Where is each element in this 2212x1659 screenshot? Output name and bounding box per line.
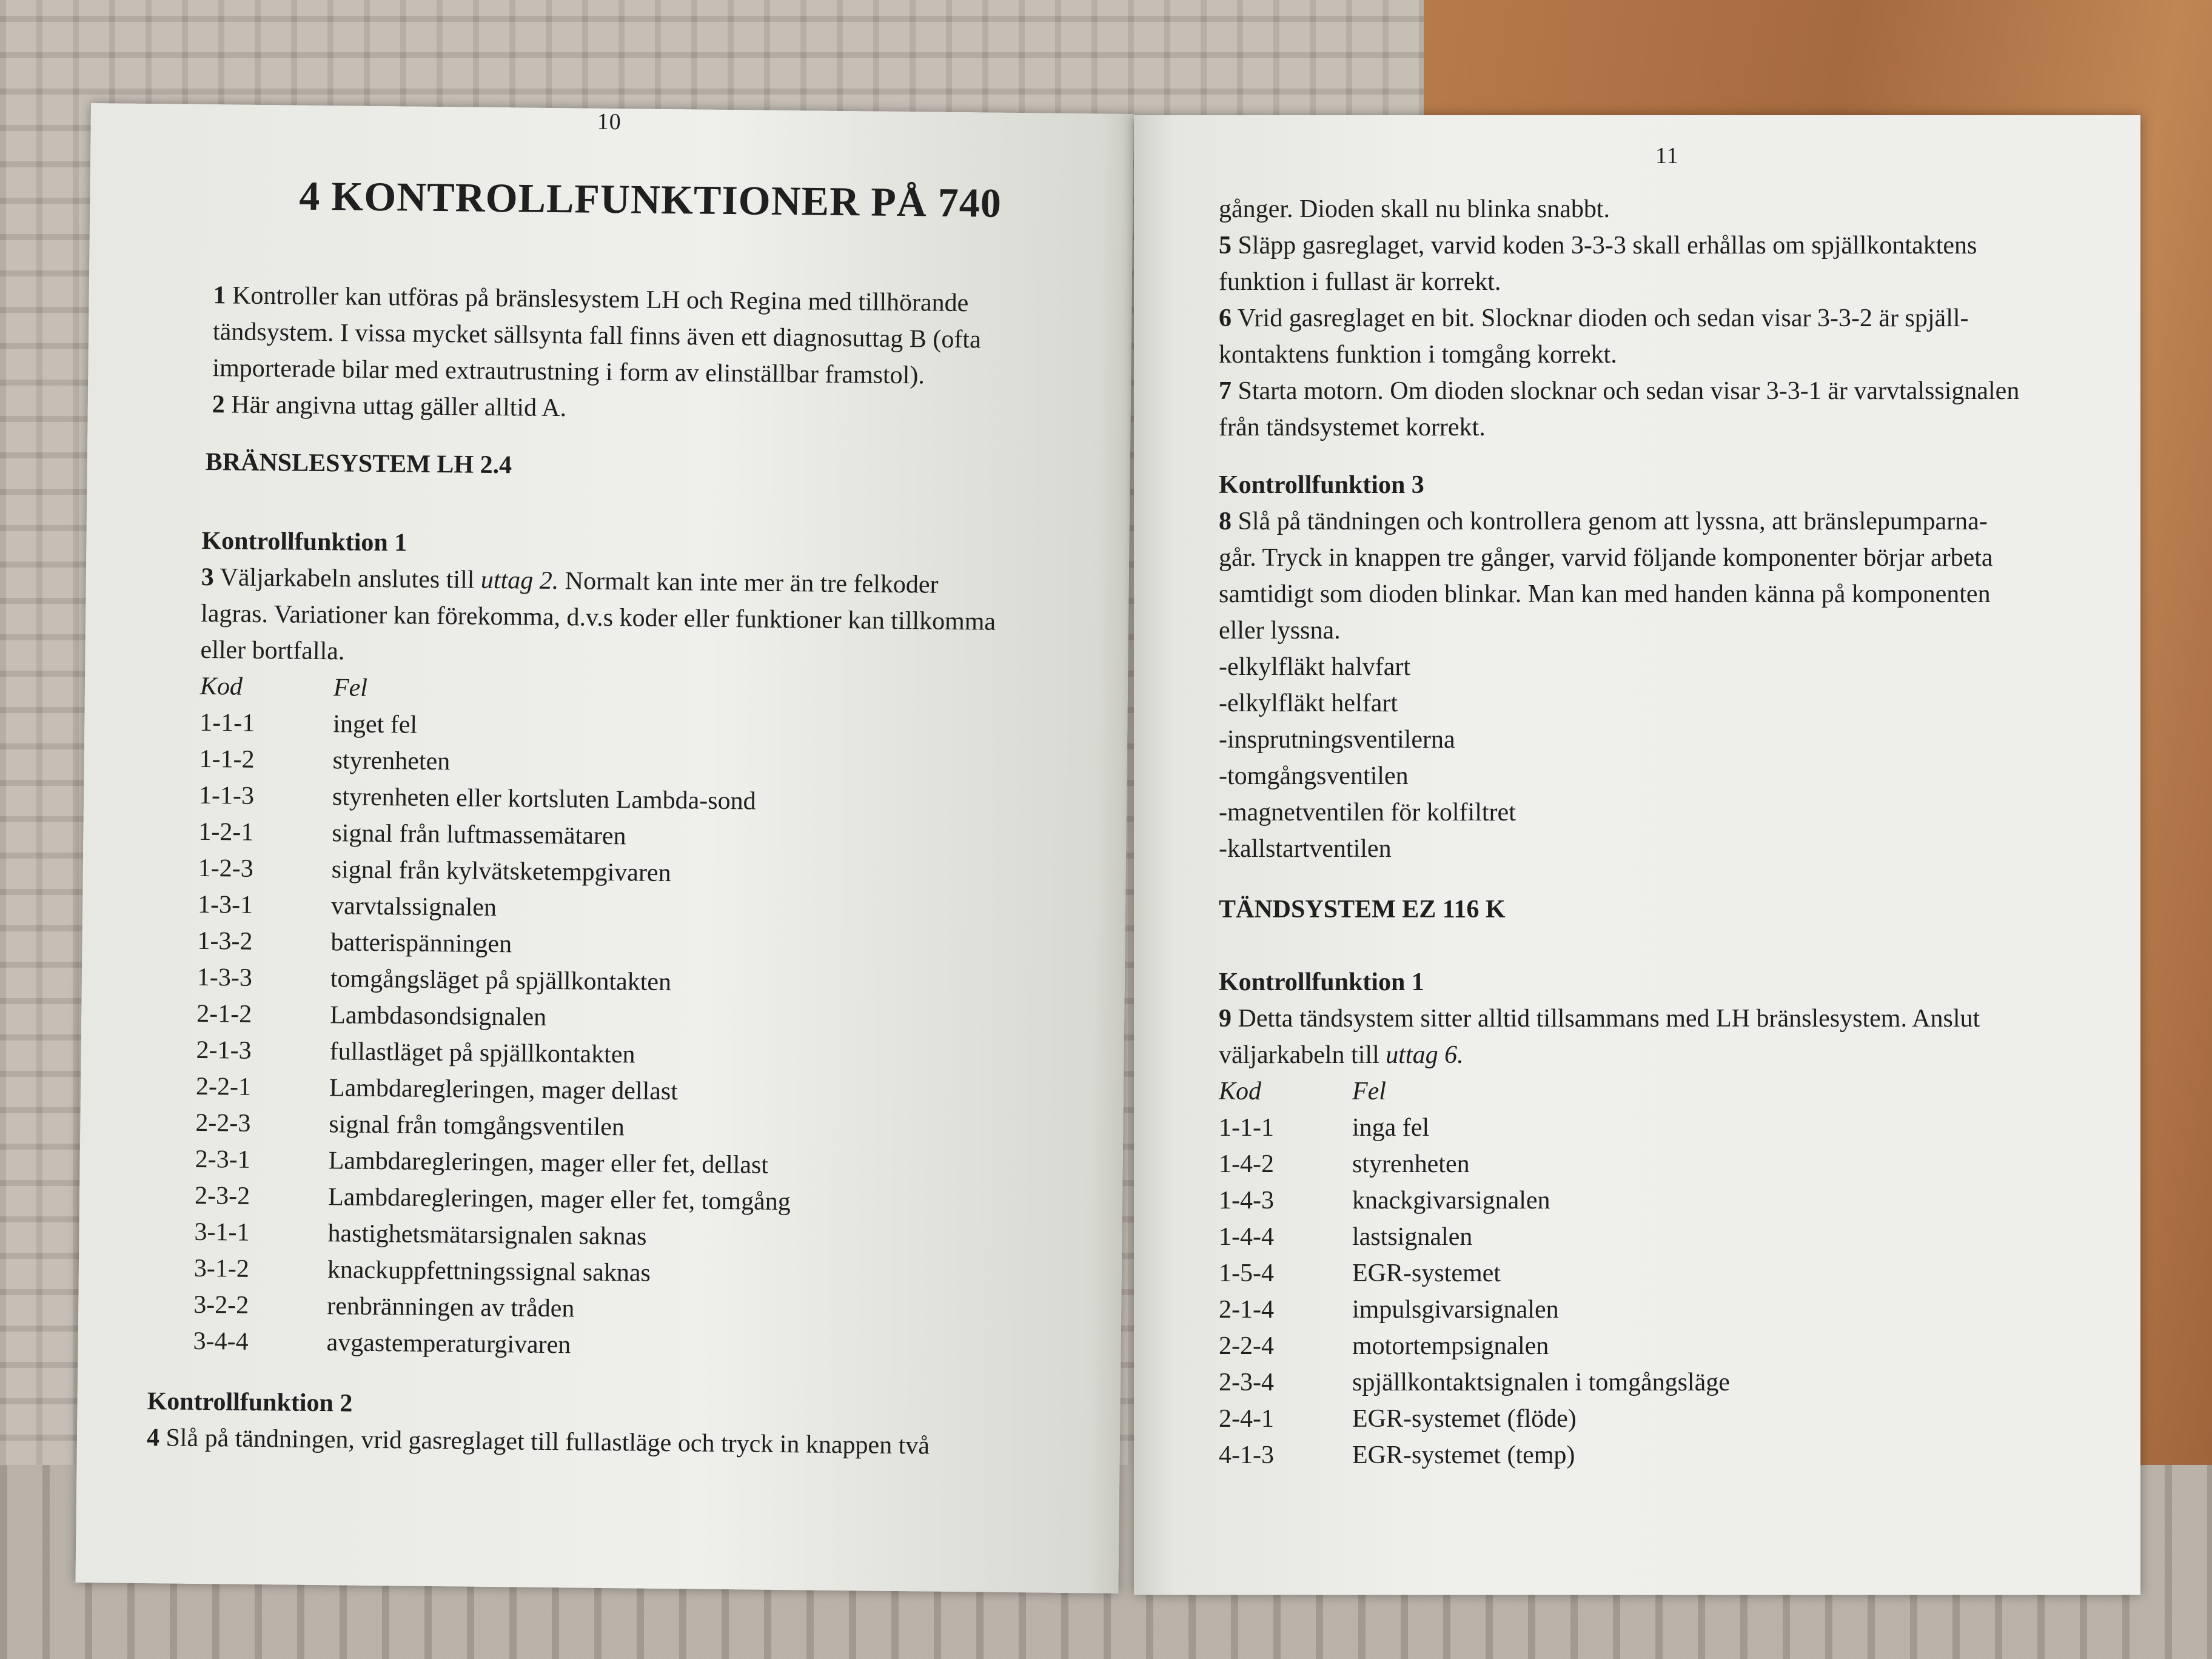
- table-row: 4-1-3 EGR-systemet (temp): [1219, 1441, 1575, 1469]
- table-row: 2-1-3 fullastläget på spjällkontakten: [196, 1036, 635, 1069]
- intro-paragraphs: 1 Kontroller kan utföras på bränslesystem LH och Regina med tillhörande tändsystem. I vissa mycket sällsynta fall finns även ett diagnosuttag B (ofta importerade bilar med extrautrustning i form av elinställbar framstol). 2 Här angivna uttag gäller alltid A.: [212, 277, 981, 431]
- list-item: -kallstartventilen: [1219, 835, 1392, 863]
- right-page: [1134, 115, 2140, 1595]
- table-row: 1-4-3 knackgivarsignalen: [1219, 1187, 1550, 1215]
- col-kod: Kod: [199, 672, 243, 701]
- intro-item-1: 1 Kontroller kan utföras på bränslesystem LH och Regina med tillhörande: [213, 281, 969, 318]
- page-number-right: 11: [1655, 143, 1679, 169]
- table-row: 2-2-1 Lambdaregleringen, mager dellast: [195, 1072, 679, 1106]
- table-row: 3-1-2 knackuppfettningssignal saknas: [193, 1254, 651, 1287]
- table-row: 1-3-1 varvtalssignalen: [197, 890, 497, 922]
- table-row: 3-1-1 hastighetsmätarsignalen saknas: [194, 1218, 647, 1251]
- kf1-heading: Kontrollfunktion 1: [201, 526, 407, 557]
- table-row: 2-3-1 Lambdaregleringen, mager eller fet, dellast: [195, 1145, 769, 1179]
- page-number-left: 10: [597, 109, 622, 135]
- section-heading-ez: TÄNDSYSTEM EZ 116 K: [1219, 896, 1506, 923]
- table-row: 3-2-2 renbränningen av tråden: [193, 1290, 575, 1323]
- kf3-heading: Kontrollfunktion 3: [1219, 471, 1424, 499]
- table-row: 1-3-3 tomgångsläget på spjällkontakten: [196, 963, 672, 997]
- ez-kf1-heading: Kontrollfunktion 1: [1219, 968, 1424, 996]
- ez-kontrollfunktion-1: Kontrollfunktion 1 9 Detta tändsystem sitter alltid tillsammans med LH bränslesystem. Anslut väljarkabeln till uttag 6. Kod Fel 1-1-1 inga fel 1-4-2 styrenheten 1-4-3 knackgivarsignalen 1-4-4 lastsignalen 1-5-4 EGR-systemet 2-1-4 impulsgivarsignalen 2-2-4 motortempsignalen 2-3-4 spjällkontaktsignalen i tomgångsläge 2-4-1 EGR-systemet (flöde) 4-1-3 EGR-systemet (temp): [1219, 964, 1980, 1473]
- list-item: -tomgångsventilen: [1219, 762, 1409, 790]
- table-row: 2-4-1 EGR-systemet (flöde): [1219, 1405, 1577, 1433]
- section-heading-lh: BRÄNSLESYSTEM LH 2.4: [205, 448, 512, 480]
- table-row: 2-2-4 motortempsignalen: [1219, 1332, 1549, 1360]
- table-row: 2-3-4 spjällkontaktsignalen i tomgångsläge: [1219, 1369, 1730, 1396]
- intro-item-2: 2 Här angivna uttag gäller alltid A.: [212, 390, 567, 423]
- table-row: 2-1-4 impulsgivarsignalen: [1219, 1296, 1559, 1324]
- list-item: -insprutningsventilerna: [1219, 726, 1455, 754]
- list-item: -elkylfläkt helfart: [1219, 689, 1398, 717]
- kf2-heading: Kontrollfunktion 2: [147, 1387, 353, 1418]
- table-row: 2-3-2 Lambdaregleringen, mager eller fet, tomgång: [194, 1181, 791, 1216]
- table-row: 1-1-2 styrenheten: [199, 745, 451, 776]
- table-row: 1-3-2 batterispänningen: [197, 927, 512, 959]
- table-row: 1-1-1 inga fel: [1219, 1114, 1430, 1142]
- table-row: 2-1-2 Lambdasondsignalen: [196, 999, 547, 1031]
- table-row: 1-4-2 styrenheten: [1219, 1150, 1470, 1178]
- list-item: -elkylfläkt halvfart: [1219, 653, 1411, 681]
- table-row: 1-4-4 lastsignalen: [1219, 1223, 1473, 1251]
- ez-fault-code-table: [1219, 1073, 1730, 1473]
- table-row: 1-2-3 signal från kylvätsketempgivaren: [198, 854, 671, 888]
- kontrollfunktion-2: Kontrollfunktion 2 4 Slå på tändningen, vrid gasreglaget till fullastläge och tryck in knappen två: [147, 1383, 930, 1464]
- col-fel: Fel: [1352, 1078, 1386, 1105]
- table-row: 1-2-1 signal från luftmassemätaren: [198, 817, 626, 851]
- left-page: [75, 103, 1133, 1594]
- col-kod: Kod: [1219, 1078, 1262, 1105]
- table-row: 1-1-3 styrenheten eller kortsluten Lambda-sond: [198, 781, 756, 816]
- page-title: 4 KONTROLLFUNKTIONER PÅ 740: [299, 172, 1002, 226]
- table-row: 3-4-4 avgastemperaturgivaren: [193, 1327, 571, 1359]
- kontrollfunktion-3: Kontrollfunktion 3 8 Slå på tändningen och kontrollera genom att lyssna, att bränslepumparna- går. Tryck in knappen tre gånger, varvid följande komponenter börjar arbeta samtidigt som dioden blinkar. Man kan med handen känna på komponenten eller lyssna. -elkylfläkt halvfart -elkylfläkt helfart -insprutningsventilerna -tomgångsventilen -magnetventilen för kolfiltret -kallstartventilen: [1219, 467, 1993, 867]
- list-item: -magnetventilen för kolfiltret: [1219, 799, 1516, 826]
- table-row: 1-1-1 inget fel: [199, 708, 418, 739]
- kf2-continued: gånger. Dioden skall nu blinka snabbt. 5 Släpp gasreglaget, varvid koden 3-3-3 skall erhållas om spjällkontaktens funktion i fullast är korrekt. 6 Vrid gasreglaget en bit. Slocknar dioden och sedan visar 3-3-2 är spjäll- kontaktens funktion i tomgång korrekt. 7 Starta motorn. Om dioden slocknar och sedan visar 3-3-1 är varvtalssignalen från tändsystemet korrekt.: [1219, 195, 2020, 441]
- kontrollfunktion-1: Kontrollfunktion 1 3 Väljarkabeln anslutes till uttag 2. Normalt kan inte mer än tre felkoder lagras. Variationer kan förekomma, d.v.s koder eller funktioner kan tillkomma eller bortfalla. Kod Fel 1-1-1 inget fel 1-1-2 styrenheten 1-1-3 styrenheten eller kortsluten Lambda-sond 1-2-1 signal från luftmassemätaren 1-2-3 signal från kylvätsketempgivaren 1-3-1 varvtalssignalen 1-3-2 batterispänningen 1-3-3 tomgångsläget på spjällkontakten 2-1-2 Lambdasondsignalen 2-1-3 fullastläget på spjällkontakten 2-2-1 Lambdaregleringen, mager dellast 2-2-3 signal från tomgångsventilen 2-3-1 Lambdaregleringen, mager eller fet, dellast 2-3-2 Lambdaregleringen, mager eller fet, tomgång 3-1-1 hastighetsmätarsignalen saknas 3-1-2 knackuppfettningssignal saknas 3-2-2 renbränningen av tråden 3-4-4 avgastemperaturgivaren: [193, 523, 996, 1368]
- table-row: 2-2-3 signal från tomgångsventilen: [195, 1108, 625, 1142]
- lh-fault-code-table: [193, 668, 796, 1366]
- col-fel: Fel: [333, 674, 368, 702]
- table-row: 1-5-4 EGR-systemet: [1219, 1259, 1501, 1287]
